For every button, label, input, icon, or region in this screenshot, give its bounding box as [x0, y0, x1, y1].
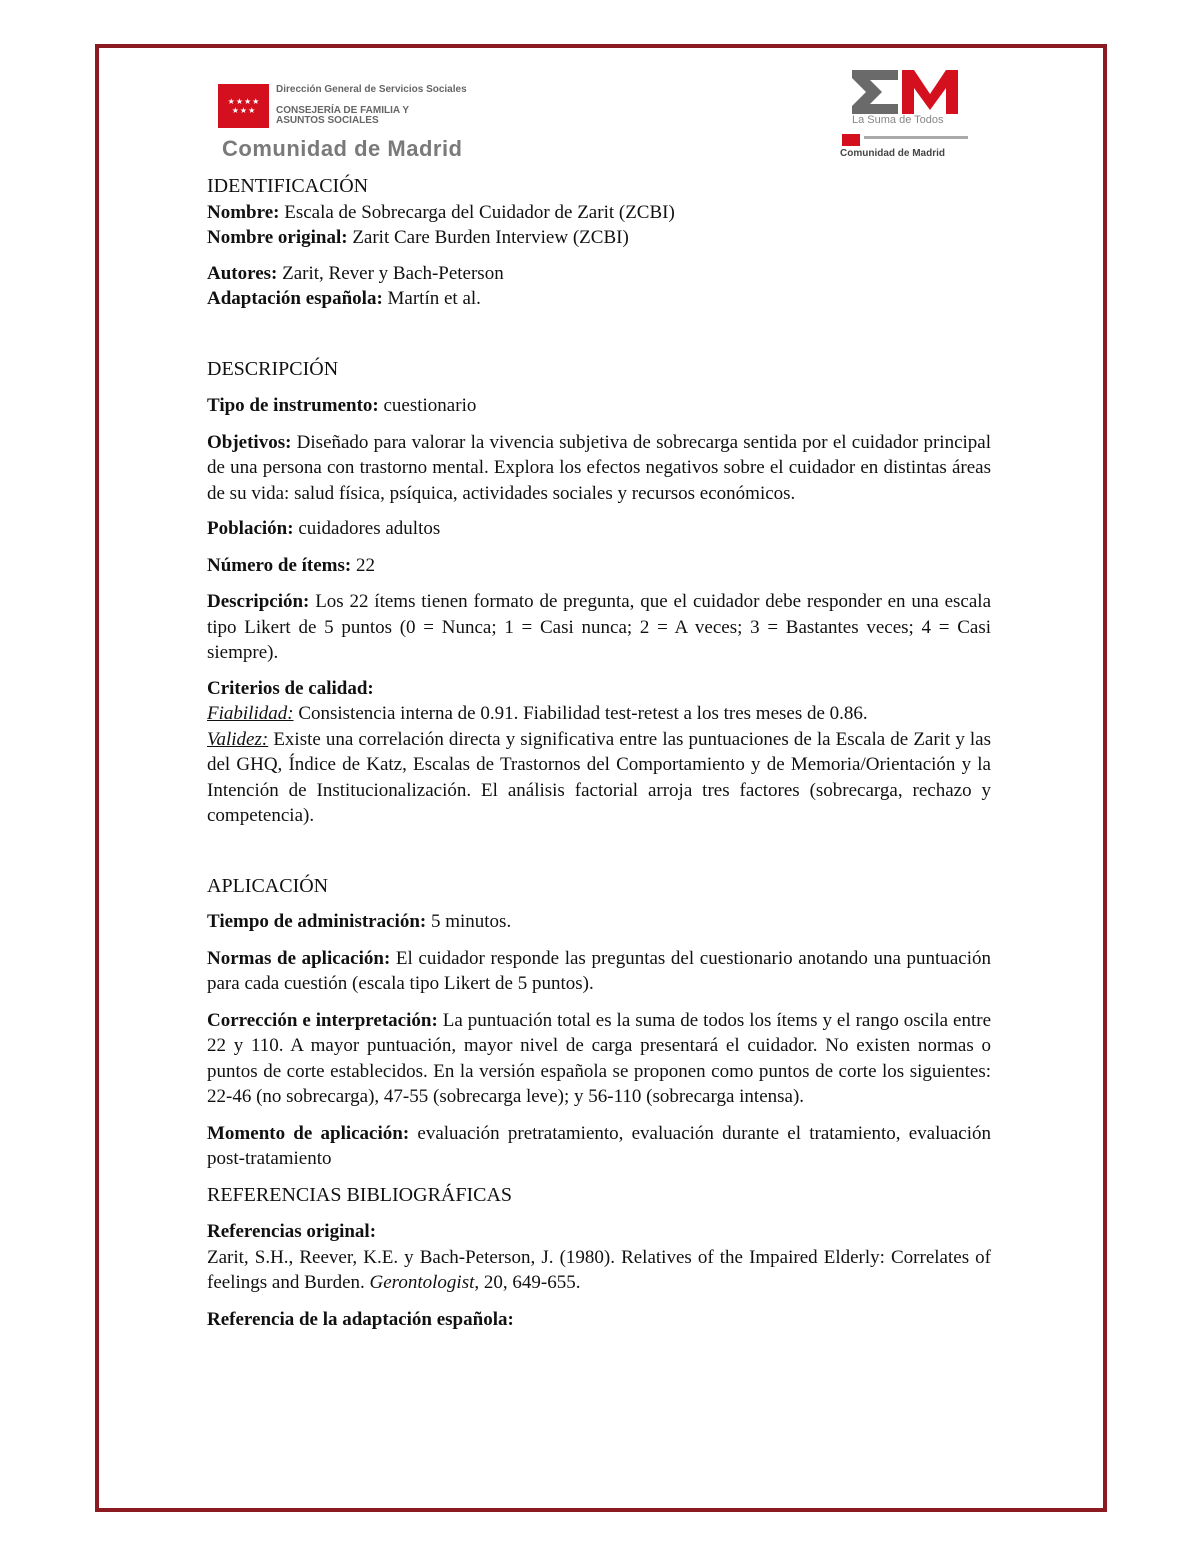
logo-direccion-text: Dirección General de Servicios Sociales	[276, 84, 467, 95]
autores-value: Zarit, Rever y Bach-Peterson	[282, 262, 504, 284]
tiempo-label: Tiempo de administración:	[207, 911, 427, 932]
tiempo-line	[207, 909, 991, 935]
tiempo-value: 5 minutos.	[430, 911, 512, 932]
comunidad-madrid-logo	[218, 80, 518, 166]
descripcion-value: Los 22 ítems tienen formato de pregunta, que el cuidador debe responder en una escala tipo Likert de 5 puntos (0 = Nunca; 1 = Casi nunca; 2 = A veces; 3 = Bastantes veces; 4 = Casi siempre).	[207, 591, 992, 663]
items-value: 22	[355, 554, 375, 576]
tipo-value: cuestionario	[383, 395, 477, 416]
correccion-value: La puntuación total es la suma de todos los ítems y el rango oscila entre 22 y 110. A mayor puntuación, mayor nivel de carga presentará el cuidador. No existen normas o puntos de corte establecidos. En la versión española se proponen como puntos de corte los siguientes: 22-46 (no sobrecarga), 47-55 (sobrecarga leve); y 56-110 (sobrecarga intensa).	[207, 1009, 992, 1107]
items-label: Número de ítems:	[207, 554, 352, 576]
nombre-label: Nombre:	[207, 201, 280, 223]
normas-paragraph	[207, 946, 991, 997]
objetivos-label: Objetivos:	[207, 431, 292, 453]
original-line	[207, 225, 991, 251]
original-value: Zarit Care Burden Interview (ZCBI)	[352, 227, 629, 248]
objetivos-paragraph	[207, 430, 991, 507]
autores-line	[207, 261, 991, 287]
madrid-flag-icon: ★★★★ ★★★	[218, 84, 269, 128]
momento-value: evaluación pretratamiento, evaluación durante el tratamiento, evaluación post-tratamiento	[207, 1122, 991, 1169]
normas-value: El cuidador responde las preguntas del cuestionario anotando una puntuación para cada cuestión (escala tipo Likert de 5 puntos).	[207, 947, 991, 994]
heading-referencias: REFERENCIAS BIBLIOGRÁFICAS	[207, 1183, 513, 1206]
poblacion-line	[207, 516, 991, 542]
validez-paragraph	[207, 727, 991, 829]
ref-original-citation	[207, 1245, 991, 1296]
tipo-line	[207, 393, 991, 419]
objetivos-value: Diseñado para valorar la vivencia subjetiva de sobrecarga sentida por el cuidador principal de una persona con trastorno mental. Explora los efectos negativos sobre el cuidador en distintas áreas de su vida: salud física, psíquica, actividades sociales y recursos económicos.	[207, 431, 992, 504]
criterios-label: Criterios de calidad:	[207, 677, 374, 699]
heading-descripcion: DESCRIPCIÓN	[207, 357, 339, 380]
autores-label: Autores:	[207, 262, 278, 284]
tipo-label: Tipo de instrumento:	[207, 395, 379, 416]
heading-identificacion: IDENTIFICACIÓN	[207, 175, 369, 197]
document-body	[207, 174, 991, 1332]
validez-label: Validez:	[207, 728, 269, 750]
em-logo-icon	[852, 70, 958, 114]
items-line	[207, 553, 991, 579]
logo-consejeria-text: CONSEJERÍA DE FAMILIA Y ASUNTOS SOCIALES	[276, 105, 409, 126]
logo-caption: Comunidad de Madrid	[840, 148, 945, 159]
ref-original-text: Zarit, S.H., Reever, K.E. y Bach-Peterson, J. (1980). Relatives of the Impaired Elderly: Correlates of feelings and Burden.	[207, 1246, 991, 1293]
descripcion-label: Descripción:	[207, 591, 310, 612]
adaptacion-label: Adaptación española:	[207, 288, 383, 309]
nombre-line	[207, 200, 991, 226]
ref-original-pages: , 20, 649-655.	[474, 1272, 581, 1293]
validez-value: Existe una correlación directa y significativa entre las puntuaciones de la Escala de Zarit y las del GHQ, Índice de Katz, Escalas de Trastornos del Comportamiento y de Memoria/Orientación y la Intención de Institucionalización. El análisis factorial arroja tres factores (sobrecarga, rechazo y competencia).	[207, 728, 992, 826]
nombre-value: Escala de Sobrecarga del Cuidador de Zarit (ZCBI)	[284, 201, 675, 223]
suma-de-todos-logo	[838, 70, 974, 165]
adaptacion-value: Martín et al.	[387, 288, 481, 309]
ref-adaptacion-label: Referencia de la adaptación española:	[207, 1308, 514, 1330]
logo-small-text-line	[864, 136, 968, 139]
fiabilidad-label: Fiabilidad:	[207, 703, 294, 724]
heading-aplicacion: APLICACIÓN	[207, 874, 329, 897]
logo-tagline: La Suma de Todos	[852, 114, 944, 126]
adaptacion-line	[207, 286, 991, 312]
logo-comunidad-text: Comunidad de Madrid	[222, 136, 463, 161]
momento-label: Momento de aplicación:	[207, 1122, 410, 1144]
poblacion-label: Población:	[207, 518, 294, 539]
original-label: Nombre original:	[207, 227, 348, 248]
fiabilidad-value: Consistencia interna de 0.91. Fiabilidad test-retest a los tres meses de 0.86.	[298, 703, 868, 724]
ref-journal: Gerontologist	[369, 1272, 475, 1293]
momento-paragraph	[207, 1121, 991, 1172]
fiabilidad-line	[207, 701, 991, 727]
normas-label: Normas de aplicación:	[207, 947, 391, 969]
correccion-label: Corrección e interpretación:	[207, 1009, 438, 1031]
correccion-paragraph	[207, 1008, 991, 1110]
ref-original-label: Referencias original:	[207, 1221, 377, 1242]
descripcion-paragraph	[207, 589, 991, 666]
poblacion-value: cuidadores adultos	[298, 518, 441, 539]
small-flag-icon	[842, 134, 860, 146]
